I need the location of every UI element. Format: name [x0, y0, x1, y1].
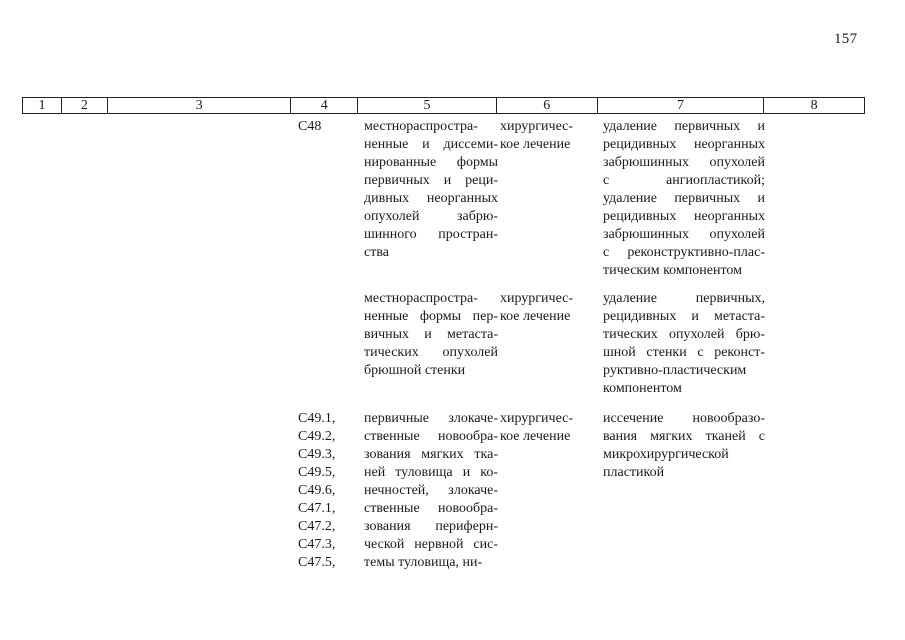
cell-line: C47.3,: [298, 537, 336, 552]
cell-line: хирургичес-: [500, 291, 574, 306]
cell-line: кое лечение: [500, 429, 571, 444]
cell-line: брюшной стенки: [364, 363, 466, 378]
cell-line: вания мягких тканей с: [603, 429, 765, 444]
cell-line: рецидивных неорганных: [603, 209, 765, 224]
cell-line: удаление первичных,: [603, 291, 765, 306]
row-1-method: [603, 118, 765, 280]
cell-line: C49.3,: [298, 447, 336, 462]
cell-line: хирургичес-: [500, 411, 574, 426]
row-2-treatment: [500, 290, 598, 326]
cell-line: руктивно-пластическим: [603, 363, 747, 378]
cell-line: тических опухолей: [364, 345, 498, 360]
cell-line: C49.5,: [298, 465, 336, 480]
cell-line: C49.6,: [298, 483, 336, 498]
cell-line: хирургичес-: [500, 119, 574, 134]
header-cell-8: 8: [810, 98, 818, 113]
header-cell-7: 7: [598, 98, 765, 113]
cell-line: микрохирургической: [603, 447, 729, 462]
cell-line: шинного простран-: [364, 227, 498, 242]
row-3-codes: [298, 410, 360, 572]
table-header-row: [22, 97, 865, 114]
cell-line: ней туловища и ко-: [364, 465, 498, 480]
row-2-condition: [364, 290, 498, 380]
row-1-codes: [298, 118, 360, 136]
cell-line: ственные новообра-: [364, 501, 498, 516]
row-3-method: [603, 410, 765, 482]
cell-line: ственные новообра-: [364, 429, 498, 444]
header-cell-3: 3: [108, 98, 292, 113]
row-2-method: [603, 290, 765, 398]
cell-line: ческой нервной сис-: [364, 537, 498, 552]
cell-line: забрюшинных опухолей: [603, 227, 765, 242]
row-1-condition: [364, 118, 498, 262]
cell-line: рецидивных и метаста-: [603, 309, 765, 324]
cell-line: забрюшинных опухолей: [603, 155, 765, 170]
row-1-treatment: [500, 118, 598, 154]
row-3-treatment: [500, 410, 598, 446]
cell-line: зования периферн-: [364, 519, 498, 534]
cell-line: с ангиопластикой;: [603, 173, 765, 188]
cell-line: зования мягких тка-: [364, 447, 498, 462]
cell-line: местнораспростра-: [364, 291, 478, 306]
cell-line: ненные формы пер-: [364, 309, 498, 324]
cell-line: шной стенки с реконст-: [603, 345, 765, 360]
cell-line: кое лечение: [500, 137, 571, 152]
page-number: 157: [834, 31, 858, 47]
cell-line: C49.1,: [298, 411, 336, 426]
cell-line: темы туловища, ни-: [364, 555, 483, 570]
cell-line: местнораспростра-: [364, 119, 478, 134]
cell-line: нированные формы: [364, 155, 498, 170]
cell-line: C47.2,: [298, 519, 336, 534]
header-cell-2: 2: [62, 98, 108, 113]
header-cell-4: 4: [291, 98, 358, 113]
cell-line: с реконструктивно-плас-: [603, 245, 765, 260]
cell-line: пластикой: [603, 465, 665, 480]
cell-line: иссечение новообразо-: [603, 411, 765, 426]
header-cell-5: 5: [358, 98, 497, 113]
cell-line: опухолей забрю-: [364, 209, 498, 224]
cell-line: удаление первичных и: [603, 119, 765, 134]
cell-line: рецидивных неорганных: [603, 137, 765, 152]
cell-line: тическим компонентом: [603, 263, 742, 278]
cell-line: кое лечение: [500, 309, 571, 324]
header-cell-6: 6: [497, 98, 598, 113]
cell-line: первичных и реци-: [364, 173, 498, 188]
cell-line: C47.1,: [298, 501, 336, 516]
cell-line: нечностей, злокаче-: [364, 483, 498, 498]
cell-line: удаление первичных и: [603, 191, 765, 206]
cell-line: C48: [298, 119, 322, 134]
cell-line: первичные злокаче-: [364, 411, 498, 426]
cell-line: ненные и диссеми-: [364, 137, 498, 152]
row-3-condition: [364, 410, 498, 572]
cell-line: C47.5,: [298, 555, 336, 570]
cell-line: ства: [364, 245, 389, 260]
cell-line: вичных и метаста-: [364, 327, 498, 342]
cell-line: компонентом: [603, 381, 682, 396]
cell-line: дивных неорганных: [364, 191, 498, 206]
cell-line: тических опухолей брю-: [603, 327, 765, 342]
header-cell-1: 1: [23, 98, 62, 113]
cell-line: C49.2,: [298, 429, 336, 444]
